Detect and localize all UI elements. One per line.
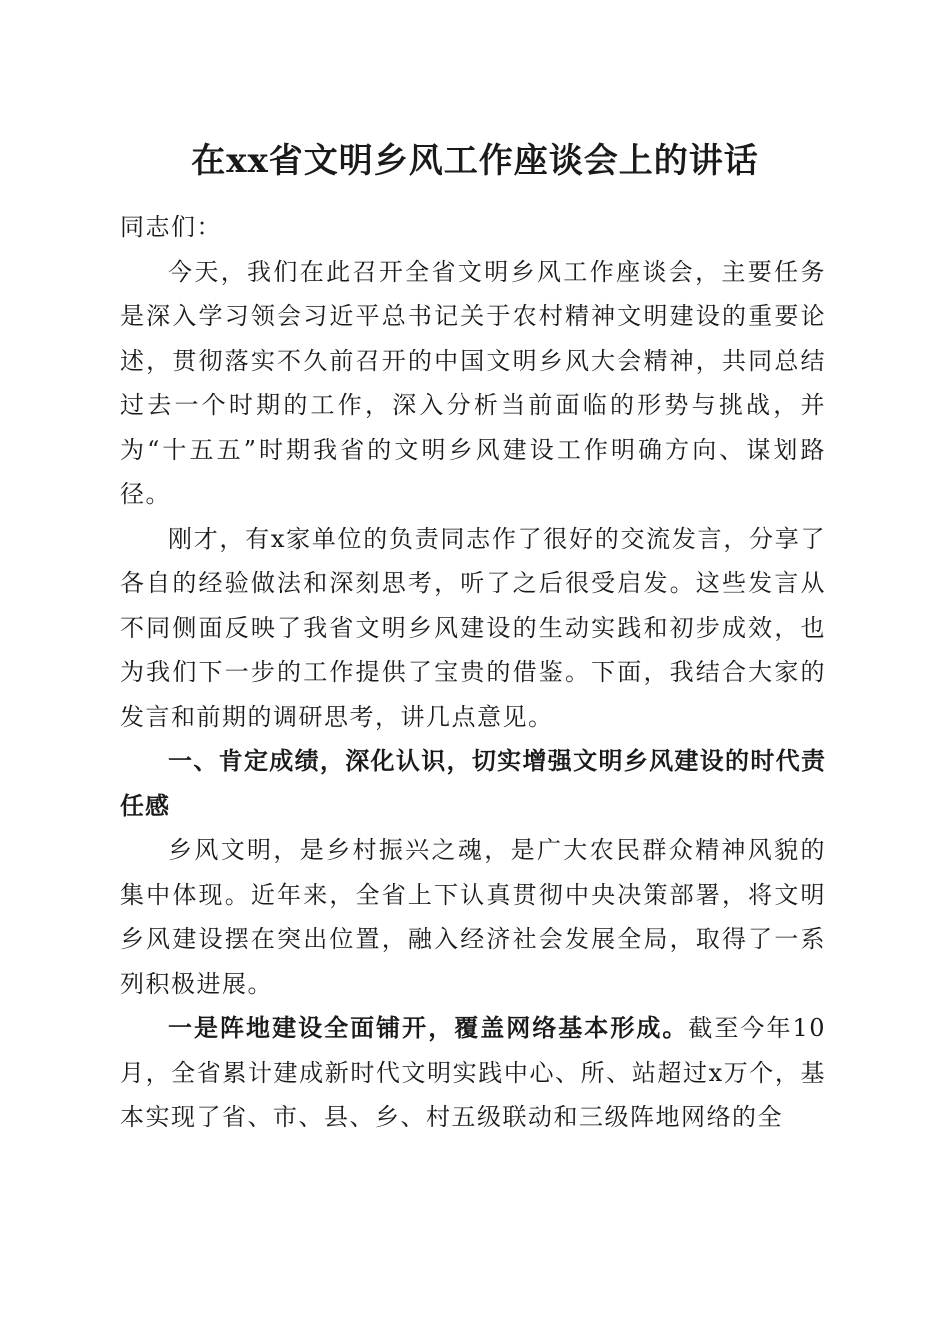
document-body [120, 205, 826, 1140]
paragraph-position-building [120, 1006, 826, 1140]
paragraph-continuation: 截至今年10月，全省累计建成新时代文明实践中心、所、站超过x万个，基本实现了省、市、县、乡、村五级联动和三级阵地网络的全 [120, 1014, 827, 1131]
salutation: 同志们： [120, 213, 222, 241]
paragraph-lead-sentence: 一是阵地建设全面铺开，覆盖网络基本形成。 [168, 1013, 689, 1042]
paragraph-exchange: 刚才，有x家单位的负责同志作了很好的交流发言，分享了各自的经验做法和深刻思考，听了之后很受启发。这些发言从不同侧面反映了我省文明乡风建设的生动实践和初步成效，也为我们下一步的工作提供了宝贵的借鉴。下面，我结合大家的发言和前期的调研思考，讲几点意见。 [120, 524, 826, 731]
paragraph-intro: 今天，我们在此召开全省文明乡风工作座谈会，主要任务是深入学习领会习近平总书记关于农村精神文明建设的重要论述，贯彻落实不久前召开的中国文明乡风大会精神，共同总结过去一个时期的工作，深入分析当前面临的形势与挑战，并为“十五五”时期我省的文明乡风建设工作明确方向、谋划路径。 [120, 257, 826, 508]
section-heading-1: 一、肯定成绩，深化认识，切实增强文明乡风建设的时代责任感 [120, 747, 826, 820]
paragraph-rural-civility: 乡风文明，是乡村振兴之魂，是广大农民群众精神风貌的集中体现。近年来，全省上下认真贯彻中央决策部署，将文明乡风建设摆在突出位置，融入经济社会发展全局，取得了一系列积极进展。 [120, 836, 826, 998]
document-title: 在xx省文明乡风工作座谈会上的讲话 [191, 141, 759, 181]
